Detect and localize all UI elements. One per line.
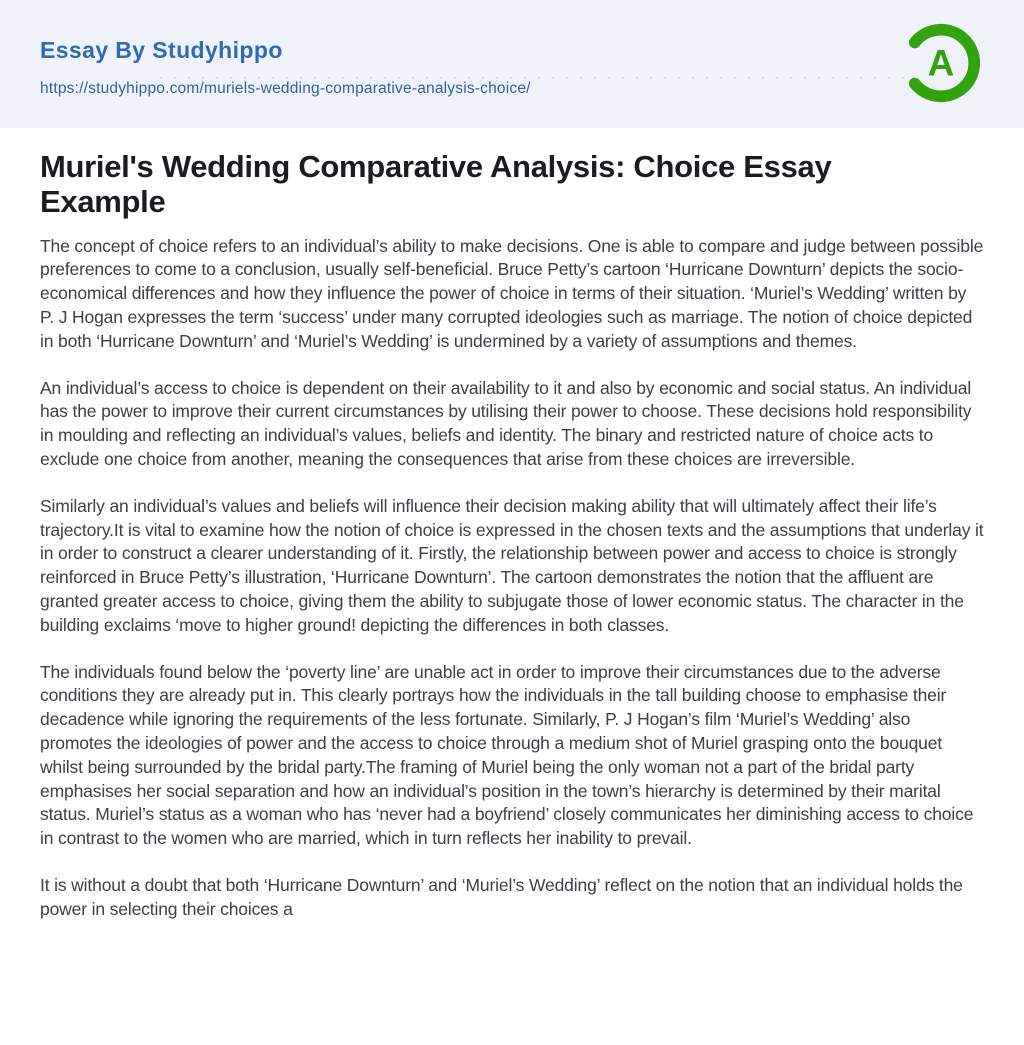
brand-title: Essay By Studyhippo [40,37,283,63]
essay-paragraph: The concept of choice refers to an individual’s ability to make decisions. One is able to compare and judge between possible preferences to come to a conclusion, usually self-beneficial. Bruce Petty’s cartoon ‘Hurricane Downturn’ depicts the socio-economical differences and how they influence the power of choice in terms of their situation. ‘Muriel’s Wedding’ written by P. J Hogan expresses the term ‘success’ under many corrupted ideologies such as marriage. The notion of choice depicted in both ‘Hurricane Downturn’ and ‘Muriel’s Wedding’ is undermined by a variety of assumptions and themes. [40,235,984,351]
dotted-separator [160,77,912,79]
studyhippo-logo-icon [896,18,986,108]
essay-paragraph: It is without a doubt that both ‘Hurricane Downturn’ and ‘Muriel’s Wedding’ reflect on the notion that an individual holds the power in selecting their choices a [40,874,963,919]
essay-paragraph: An individual’s access to choice is dependent on their availability to it and also by economic and social status. An individual has the power to improve their current circumstances by utilising their power to choose. These decisions hold responsibility in moulding and reflecting an individual’s values, beliefs and identity. The binary and restricted nature of choice acts to exclude one choice from another, meaning the consequences that arise from these choices are irreversible. [40,377,972,470]
essay-paragraph: Similarly an individual’s values and beliefs will influence their decision making ability that will ultimately affect their life’s trajectory.It is vital to examine how the notion of choice is expressed in the chosen texts and the assumptions that underlay it in order to construct a clearer understanding of it. Firstly, the relationship between power and access to choice is strongly reinforced in Bruce Petty’s illustration, ‘Hurricane Downturn’. The cartoon demonstrates the notion that the affluent are granted greater access to choice, giving them the ability to subjugate those of lower economic status. The character in the building exclaims ‘move to higher ground! depicting the differences in both classes. [40,495,984,635]
page-header [0,0,1024,128]
essay-paragraph: The individuals found below the ‘poverty line’ are unable act in order to improve their circumstances due to the adverse conditions they are already put in. This clearly portrays how the individuals in the tall building choose to emphasise their decadence while ignoring the requirements of the less fortunate. Similarly, P. J Hogan’s film ‘Muriel’s Wedding’ also promotes the ideologies of power and the access to choice through a medium shot of Muriel grasping onto the bouquet whilst being surrounded by the bridal party.The framing of Muriel being the only woman not a part of the bridal party emphasises her social separation and how an individual’s position in the town’s hierarchy is determined by their marital status. Muriel’s status as a woman who has ‘never had a boyfriend’ closely communicates her diminishing access to choice in contrast to the women who are married, which in turn reflects her inability to prevail. [40,661,974,849]
page-title: Muriel's Wedding Comparative Analysis: Choice Essay Example [40,149,832,220]
logo-letter: A [927,42,955,84]
essay-article [0,128,1024,922]
essay-body [40,235,984,922]
source-url-link[interactable]: https://studyhippo.com/muriels-wedding-comparative-analysis-choice/ [40,80,531,98]
